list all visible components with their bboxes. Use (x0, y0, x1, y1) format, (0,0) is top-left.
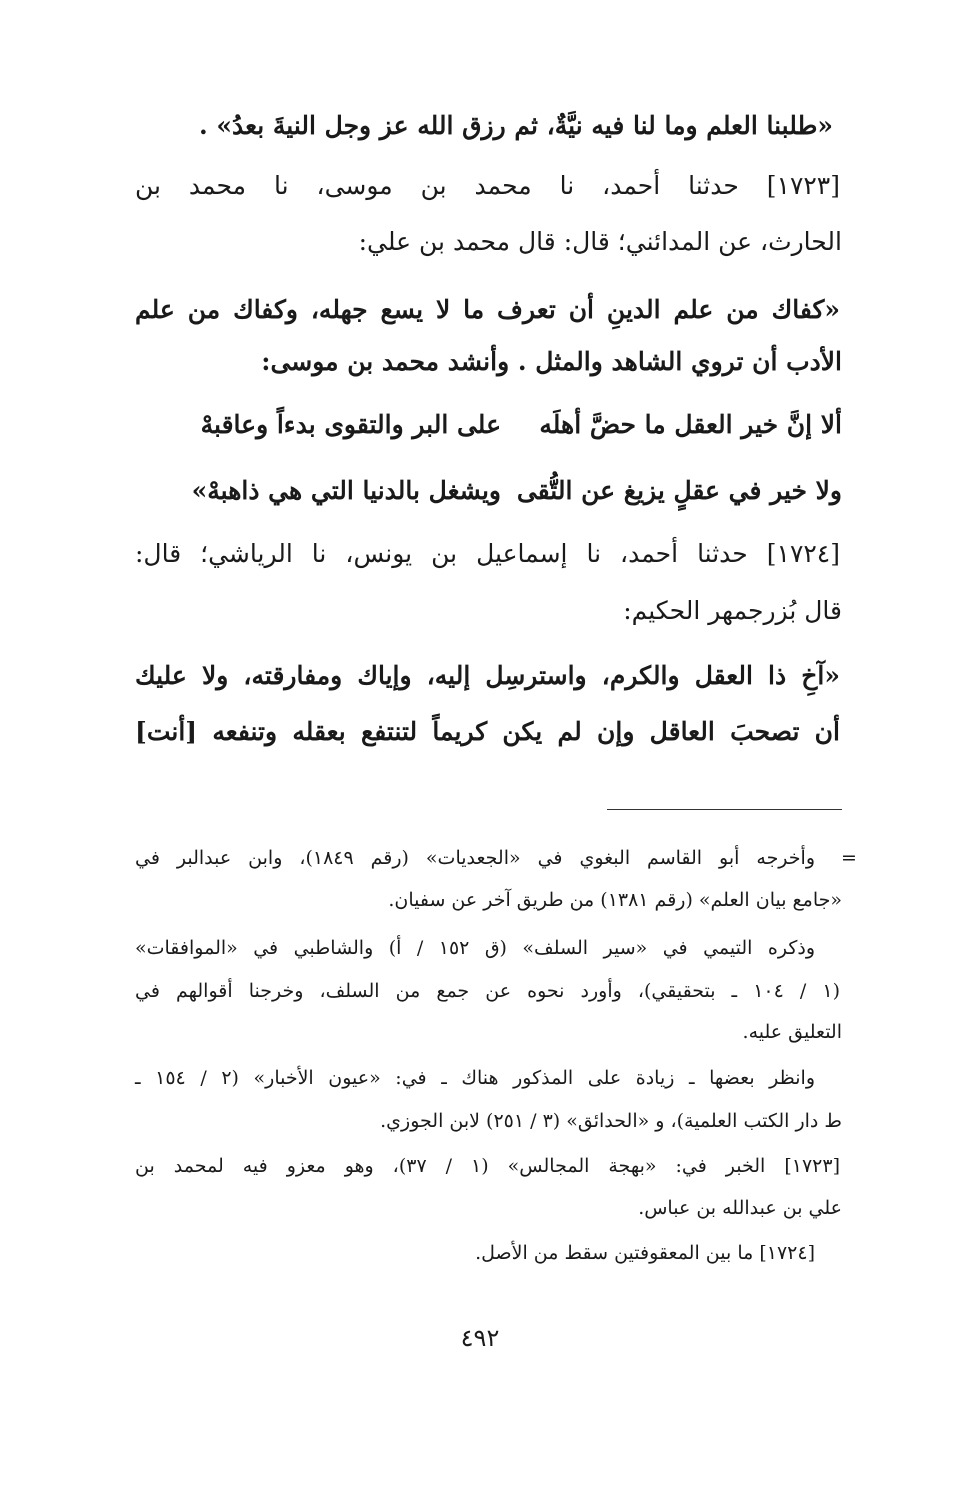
hadith-1724-line-2: قال بُزرجمهر الحكيم: (623, 596, 842, 625)
footnote-4-line-2: علي بن عبدالله بن عباس. (638, 1197, 842, 1219)
footnote-1-line-2: «جامع بيان العلم» (رقم ١٣٨١) من طريق آخر عن سفيان. (388, 889, 842, 911)
footnote-4-line-1: [١٧٢٣] الخبر في: «بهجة المجالس» (١ / ٣٧)، وهو معزو فيه لمحمد بن (135, 1155, 840, 1177)
wisdom-line-1: «آخِ ذا العقل والكرم، واسترسِل إليه، وإياك ومفارقته، ولا عليك (135, 661, 840, 690)
hadith-1723-line-2: الحارث، عن المدائني؛ قال: قال محمد بن علي: (358, 227, 842, 256)
poem-verse-1-first-hemistich: ألا إنَّ خير العقل ما حضَّ أهلَه (539, 410, 842, 439)
footnote-2-line-2: (١ / ١٠٤ ـ بتحقيقي)، وأورد نحوه عن جمع من السلف، وخرجنا أقوالهم في (135, 980, 840, 1002)
continuation-marker: = (841, 847, 857, 869)
saying-line-1: «كفاك من علم الدينِ أن تعرف ما لا يسع جهله، وكفاك من علم (135, 295, 840, 324)
quote-line: «طلبنا العلم وما لنا فيه نيَّةٌ، ثم رزق الله عز وجل النيةَ بعدُ» . (199, 111, 833, 140)
wisdom-line-2: أن تصحبَ العاقل وإن لم يكن كريماً لتنتفع بعقله وتنفعه [أنت] (135, 717, 840, 746)
footnote-3-line-1: وانظر بعضها ـ زيادة على المذكور هناك ـ في: «عيون الأخبار» (٢ / ١٥٤ ـ (135, 1067, 815, 1089)
poem-verse-1-second-hemistich: على البر والتقوى بدءاً وعاقبهْ (200, 410, 501, 439)
footnote-2-line-3: التعليق عليه. (742, 1021, 842, 1043)
saying-line-2: الأدب أن تروي الشاهد والمثل . وأنشد محمد بن موسى: (261, 347, 842, 376)
poem-verse-2-first-hemistich: ولا خير في عقلٍ يزيغ عن التُّقى (516, 476, 842, 505)
footnote-1-line-1: وأخرجه أبو القاسم البغوي في «الجعديات» (رقم ١٨٤٩)، وابن عبدالبر في (135, 847, 815, 869)
page-number: ٤٩٢ (460, 1324, 500, 1352)
footnote-separator (607, 809, 842, 810)
hadith-1723-line-1: [١٧٢٣] حدثنا أحمد، نا محمد بن موسى، نا محمد بن (135, 171, 840, 200)
poem-verse-2-second-hemistich: ويشغل بالدنيا التي هي ذاهبهْ» (191, 476, 501, 505)
footnote-5-line-1: [١٧٢٤] ما بين المعقوفتين سقط من الأصل. (475, 1242, 815, 1264)
footnote-3-line-2: ط دار الكتب العلمية)، و «الحدائق» (٣ / ٢٥١) لابن الجوزي. (380, 1110, 842, 1132)
hadith-1724-line-1: [١٧٢٤] حدثنا أحمد، نا إسماعيل بن يونس، نا الرياشي؛ قال: (135, 539, 840, 568)
footnote-2-line-1: وذكره التيمي في «سير السلف» (ق ١٥٢ / أ) والشاطبي في «الموافقات» (135, 937, 815, 959)
